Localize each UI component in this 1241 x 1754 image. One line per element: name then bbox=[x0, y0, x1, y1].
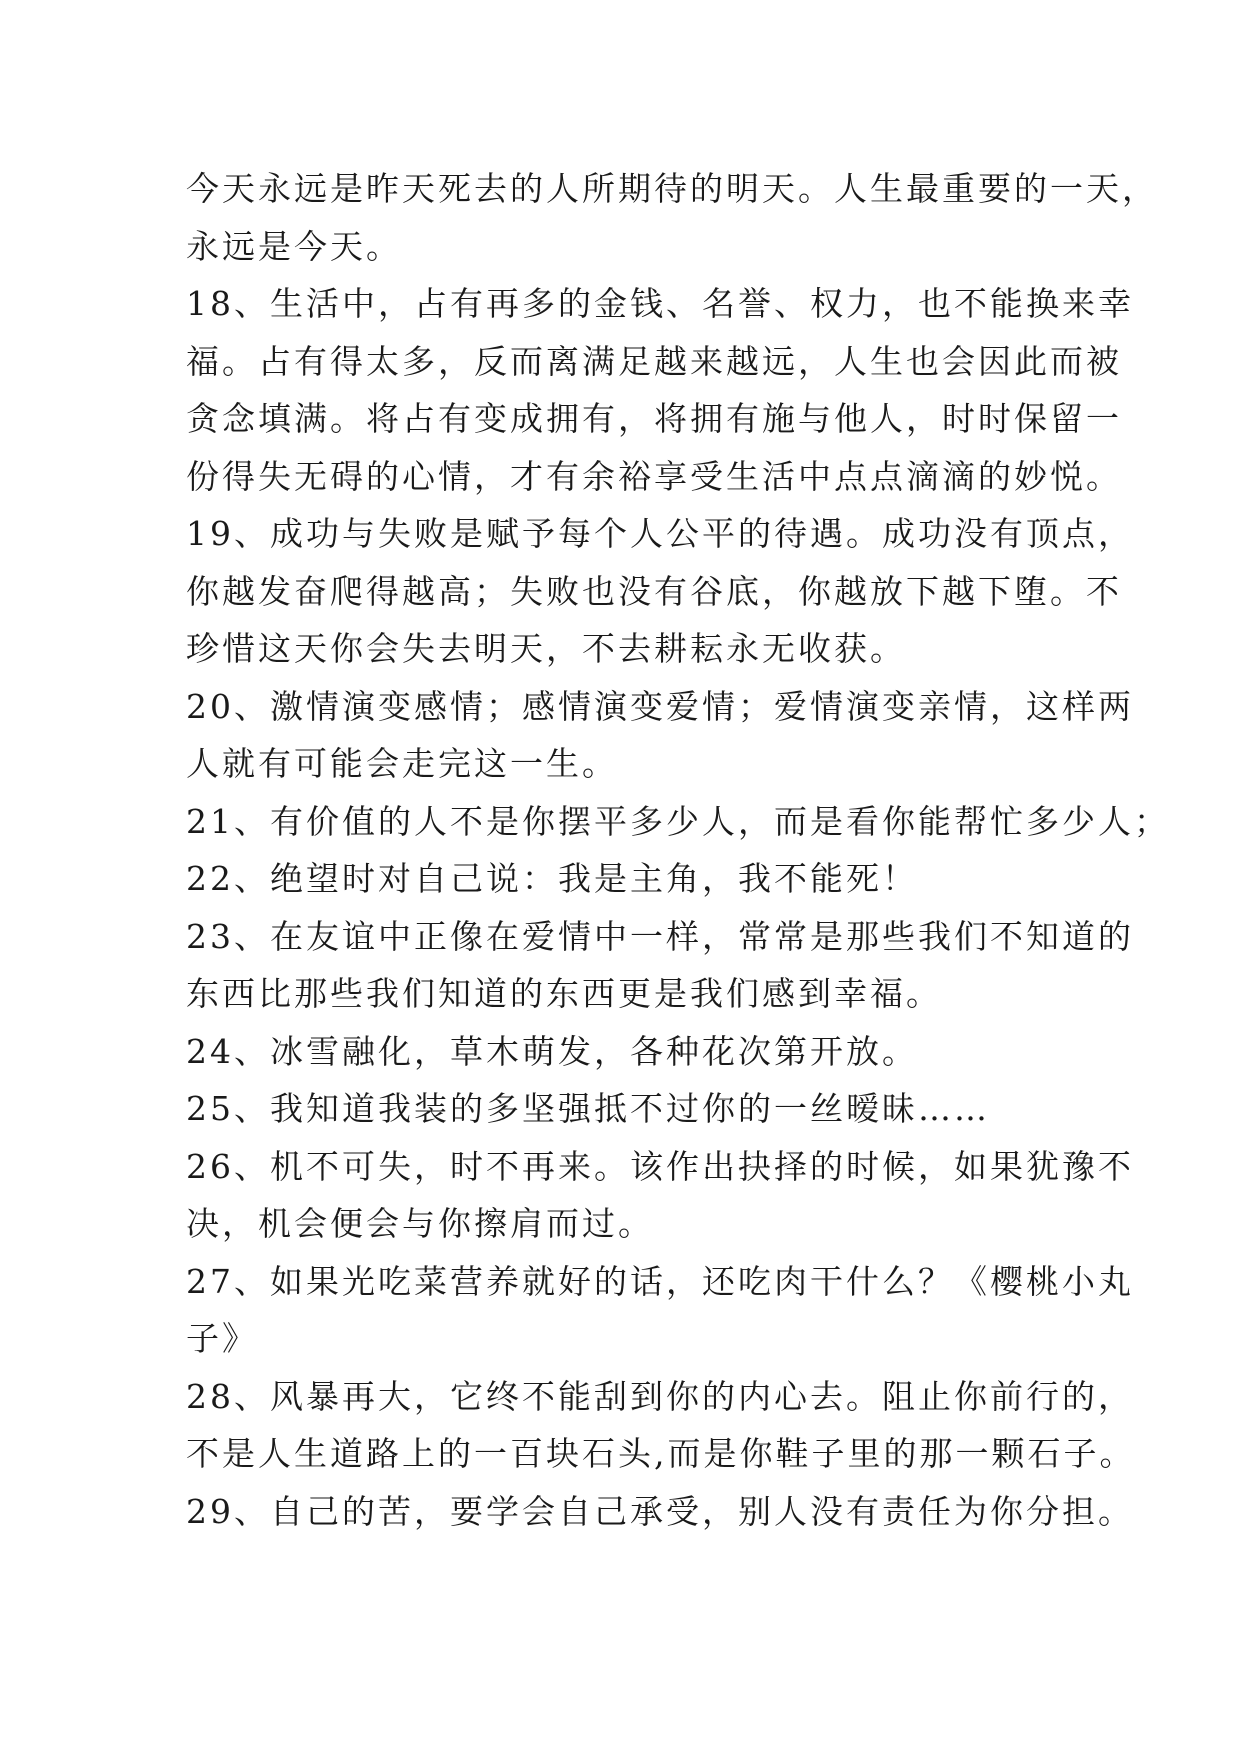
text-line: 福。占有得太多，反而离满足越来越远，人生也会因此而被 bbox=[186, 341, 1122, 381]
text-line: 19、成功与失败是赋予每个人公平的待遇。成功没有顶点， bbox=[186, 514, 1134, 553]
text-line: 22、绝望时对自己说：我是主角，我不能死！ bbox=[186, 859, 918, 898]
text-line: 东西比那些我们知道的东西更是我们感到幸福。 bbox=[186, 974, 942, 1013]
text-line: 子》 bbox=[186, 1319, 258, 1358]
text-line: 18、生活中，占有再多的金钱、名誉、权力，也不能换来幸 bbox=[186, 284, 1134, 323]
text-line: 决，机会便会与你擦肩而过。 bbox=[186, 1204, 654, 1243]
text-line: 25、我知道我装的多坚强抵不过你的一丝暧昧…… bbox=[186, 1089, 990, 1128]
text-line: 人就有可能会走完这一生。 bbox=[186, 744, 618, 783]
text-line: 21、有价值的人不是你摆平多少人，而是看你能帮忙多少人； bbox=[186, 801, 1170, 841]
text-line: 29、自己的苦，要学会自己承受，别人没有责任为你分担。 bbox=[186, 1491, 1134, 1531]
text-line: 份得失无碍的心情，才有余裕享受生活中点点滴滴的妙悦。 bbox=[186, 456, 1122, 496]
text-line: 不是人生道路上的一百块石头,而是你鞋子里的那一颗石子。 bbox=[186, 1434, 1136, 1473]
text-line: 你越发奋爬得越高；失败也没有谷底，你越放下越下堕。不 bbox=[186, 571, 1122, 611]
text-line: 24、冰雪融化，草木萌发，各种花次第开放。 bbox=[186, 1031, 918, 1071]
text-line: 28、风暴再大，它终不能刮到你的内心去。阻止你前行的， bbox=[186, 1376, 1134, 1416]
document-body bbox=[186, 160, 1170, 1540]
text-line: 27、如果光吃菜营养就好的话，还吃肉干什么？《樱桃小丸 bbox=[186, 1261, 1134, 1301]
text-line: 23、在友谊中正像在爱情中一样，常常是那些我们不知道的 bbox=[186, 916, 1134, 956]
text-line: 今天永远是昨天死去的人所期待的明天。人生最重要的一天， bbox=[186, 169, 1158, 208]
text-line: 26、机不可失，时不再来。该作出抉择的时候，如果犹豫不 bbox=[186, 1146, 1134, 1186]
text-line: 贪念填满。将占有变成拥有，将拥有施与他人，时时保留一 bbox=[186, 399, 1122, 438]
text-line: 珍惜这天你会失去明天，不去耕耘永无收获。 bbox=[186, 629, 906, 668]
text-line: 永远是今天。 bbox=[186, 226, 402, 266]
text-line: 20、激情演变感情；感情演变爱情；爱情演变亲情，这样两 bbox=[186, 686, 1134, 726]
